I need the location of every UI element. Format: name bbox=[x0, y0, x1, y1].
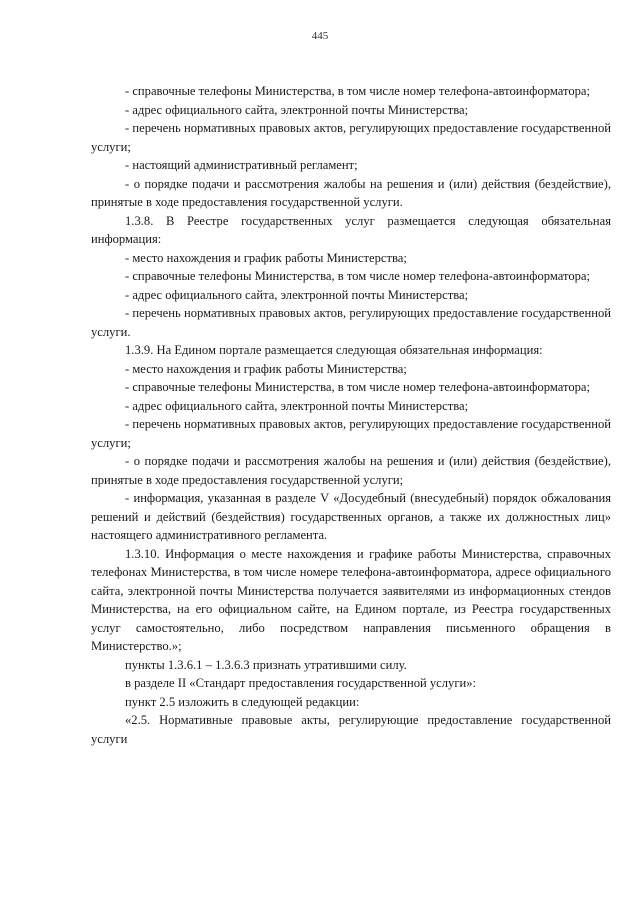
page-number: 445 bbox=[311, 30, 329, 42]
paragraph: - о порядке подачи и рассмотрения жалобы на решения и (или) действия (бездействие), принятые в ходе предоставления государственной услуги. bbox=[91, 176, 611, 209]
paragraph: 1.3.10. Информация о месте нахождения и графике работы Министерства, справочных телефонах Министерства, в том числе номере телефона-автоинформатора, адресе официального сайта, электронной почты Министерства получается заявителями из информационных стендов Министерства, на его официальном сайте, на Едином портале, из Реестра государственных услуг самостоятельно, либо посредством направления письменного обращения в Министерство.»; bbox=[91, 546, 611, 653]
paragraph: - адрес официального сайта, электронной почты Министерства; bbox=[125, 102, 469, 117]
paragraph: 1.3.9. На Едином портале размещается следующая обязательная информация: bbox=[125, 343, 543, 357]
paragraph: 1.3.8. В Реестре государственных услуг размещается следующая обязательная информация: bbox=[91, 213, 611, 246]
paragraph: пункт 2.5 изложить в следующей редакции: bbox=[125, 694, 360, 709]
paragraph: - информация, указанная в разделе V «Досудебный (внесудебный) порядок обжалования решений и действий (бездействия) государственных органов, а также их должностных лиц» настоящего административного регламента. bbox=[91, 491, 611, 542]
paragraph: пункты 1.3.6.1 – 1.3.6.3 признать утратившими силу. bbox=[125, 657, 407, 672]
paragraph: - справочные телефоны Министерства, в том числе номер телефона-автоинформатора; bbox=[125, 380, 591, 394]
paragraph: - адрес официального сайта, электронной почты Министерства; bbox=[125, 287, 469, 302]
paragraph: - перечень нормативных правовых актов, регулирующих предоставление государственной услуги. bbox=[91, 306, 611, 339]
paragraph: - справочные телефоны Министерства, в том числе номер телефона-автоинформатора; bbox=[125, 269, 591, 283]
paragraph: - адрес официального сайта, электронной почты Министерства; bbox=[125, 398, 469, 413]
paragraph: в разделе II «Стандарт предоставления государственной услуги»: bbox=[125, 676, 477, 690]
document-body bbox=[91, 82, 611, 748]
paragraph: «2.5. Нормативные правовые акты, регулирующие предоставление государственной услуги bbox=[91, 713, 611, 746]
paragraph: - настоящий административный регламент; bbox=[125, 158, 358, 172]
paragraph: - о порядке подачи и рассмотрения жалобы на решения и (или) действия (бездействие), принятые в ходе предоставления государственной услуги; bbox=[91, 454, 611, 487]
paragraph: - место нахождения и график работы Министерства; bbox=[125, 250, 407, 265]
paragraph: - справочные телефоны Министерства, в том числе номер телефона-автоинформатора; bbox=[125, 84, 591, 98]
paragraph: - перечень нормативных правовых актов, регулирующих предоставление государственной услуги; bbox=[91, 417, 611, 450]
paragraph: - место нахождения и график работы Министерства; bbox=[125, 361, 407, 376]
paragraph: - перечень нормативных правовых актов, регулирующих предоставление государственной услуги; bbox=[91, 121, 611, 154]
